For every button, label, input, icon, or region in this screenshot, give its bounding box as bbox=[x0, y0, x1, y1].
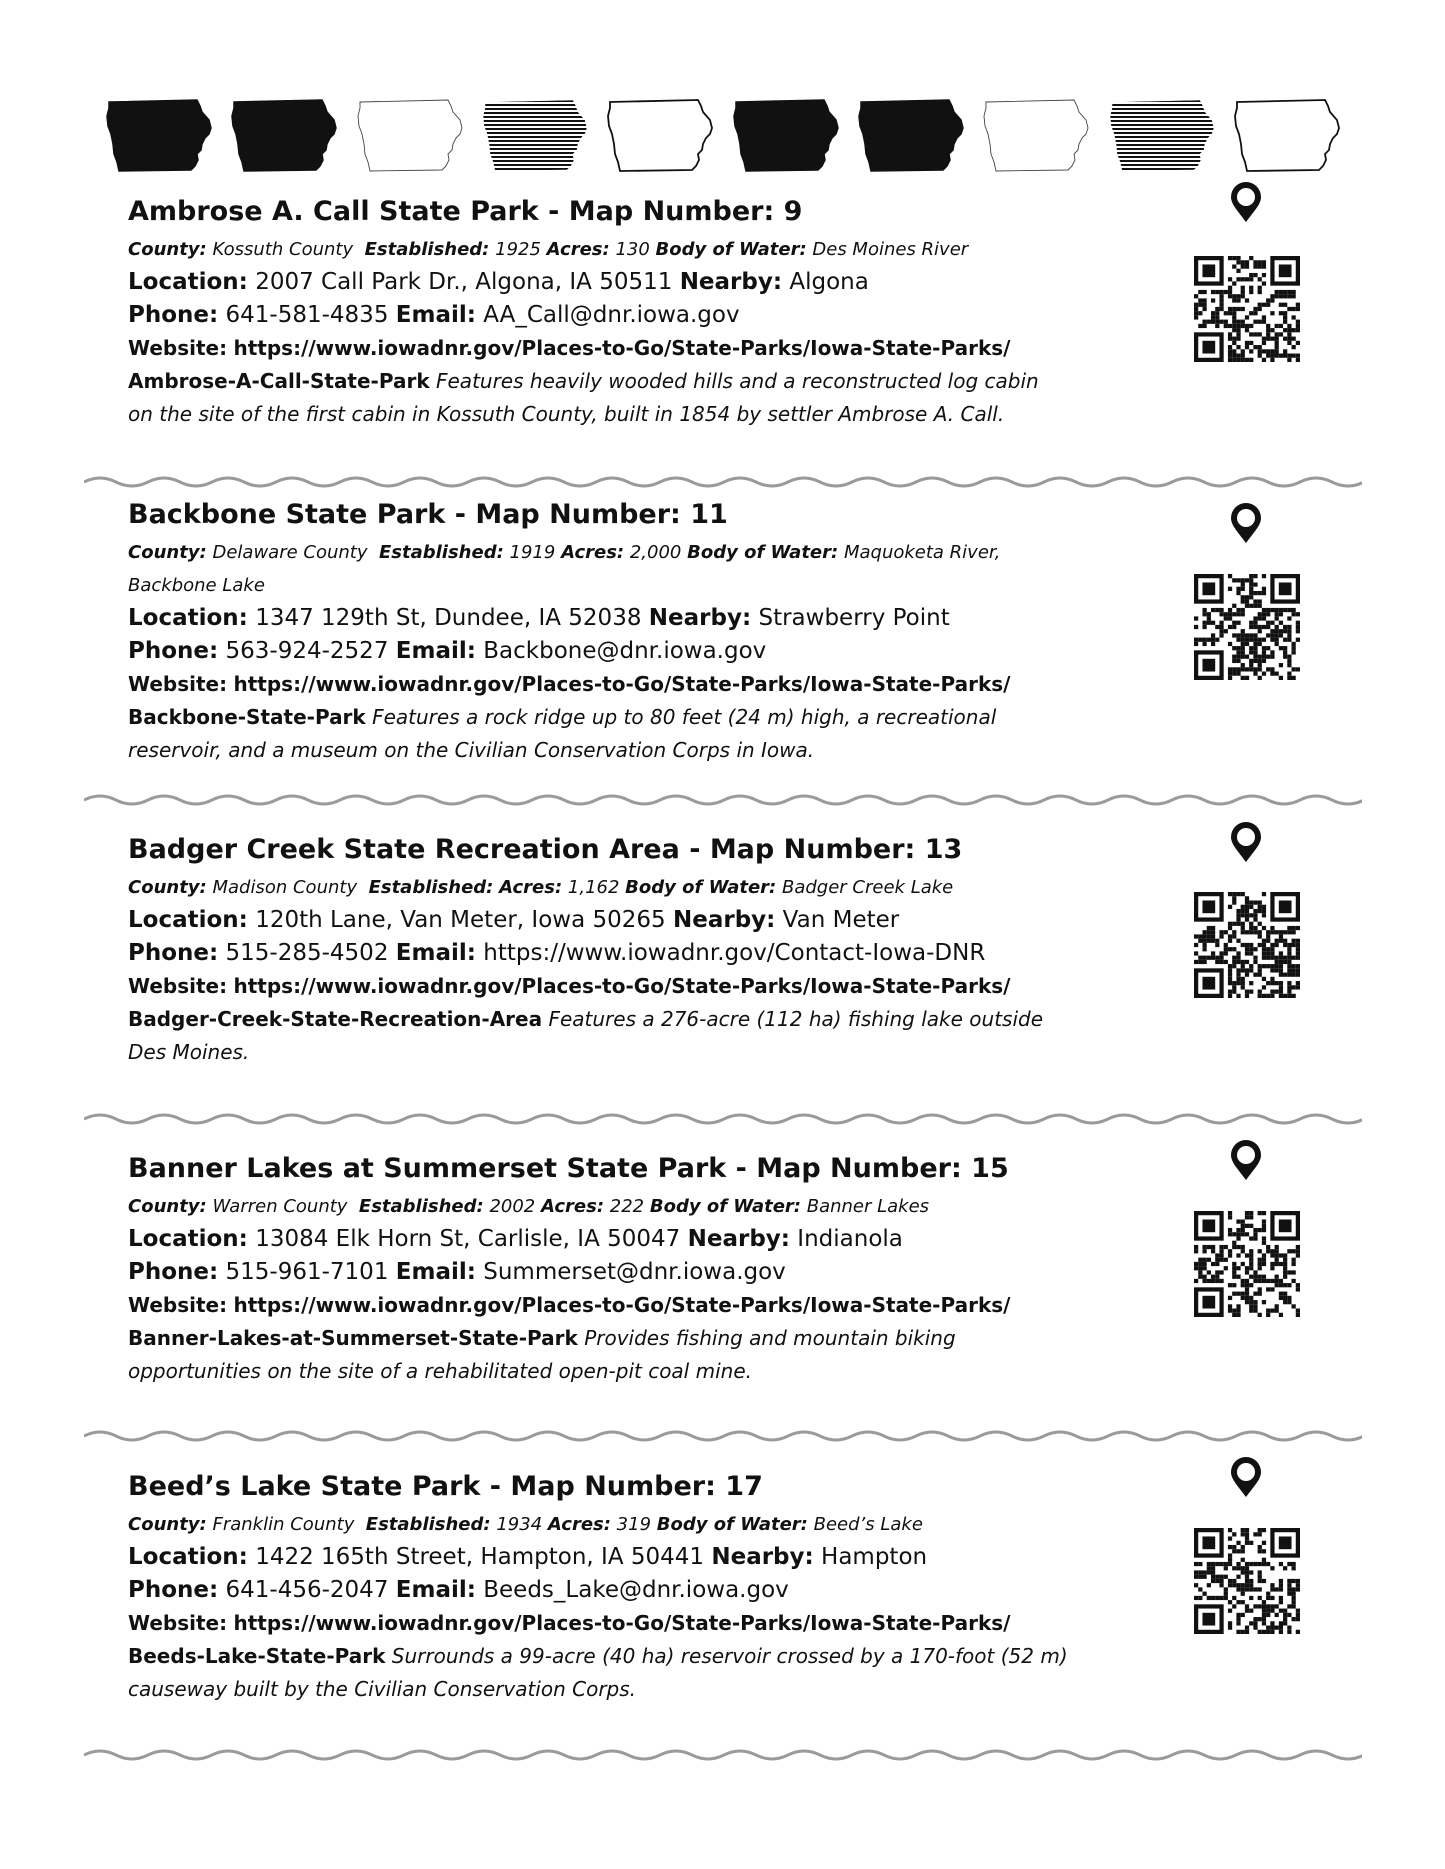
iowa-state-icon bbox=[857, 96, 969, 174]
location-label: Location: bbox=[128, 605, 248, 631]
nearby-label: Nearby: bbox=[679, 269, 783, 295]
state-icon-strip bbox=[105, 96, 1345, 174]
phone-label: Phone: bbox=[128, 1259, 219, 1285]
acres-label: Acres: bbox=[546, 239, 610, 260]
county-value: Madison County bbox=[212, 877, 358, 898]
map-pin-icon bbox=[1228, 822, 1264, 864]
website-line bbox=[128, 1289, 1128, 1322]
body-of-water-label: Body of Water: bbox=[625, 877, 777, 898]
qr-code-icon[interactable] bbox=[1194, 1211, 1300, 1317]
contact-line bbox=[128, 1256, 1128, 1289]
email-value[interactable]: Beeds_Lake@dnr.iowa.gov bbox=[483, 1577, 789, 1603]
established-label: Established: bbox=[365, 1514, 491, 1535]
website-line bbox=[128, 1607, 1128, 1640]
map-pin-icon bbox=[1228, 182, 1264, 224]
county-label: County: bbox=[128, 877, 207, 898]
description-line bbox=[128, 1640, 1128, 1673]
iowa-state-icon bbox=[982, 96, 1094, 174]
wave-divider bbox=[84, 1747, 1362, 1763]
established-value: 1934 bbox=[496, 1514, 543, 1535]
park-title: Ambrose A. Call State Park - Map Number: 9 bbox=[128, 196, 803, 227]
nearby-label: Nearby: bbox=[672, 907, 776, 933]
county-value: Delaware County bbox=[212, 542, 368, 563]
location-line bbox=[128, 1223, 1128, 1256]
email-label: Email: bbox=[395, 940, 476, 966]
iowa-state-icon bbox=[481, 96, 593, 174]
established-label: Established: bbox=[368, 877, 494, 898]
iowa-state-icon bbox=[105, 96, 217, 174]
park-description: Surrounds a 99-acre (40 ha) reservoir crossed by a 170-foot (52 m) bbox=[391, 1644, 1068, 1668]
established-value: 2002 bbox=[489, 1196, 536, 1217]
nearby-value: Algona bbox=[789, 269, 869, 295]
park-description-continued: on the site of the first cabin in Kossuth County, built in 1854 by settler Ambrose A. Call. bbox=[128, 402, 1005, 426]
park-meta bbox=[128, 536, 1128, 569]
email-value[interactable]: Summerset@dnr.iowa.gov bbox=[483, 1259, 786, 1285]
county-label: County: bbox=[128, 1196, 207, 1217]
website-line bbox=[128, 668, 1128, 701]
location-value: 2007 Call Park Dr., Algona, IA 50511 bbox=[255, 269, 673, 295]
park-description: Features a 276-acre (112 ha) fishing lake outside bbox=[548, 1007, 1044, 1031]
phone-value: 515-285-4502 bbox=[225, 940, 389, 966]
location-value: 120th Lane, Van Meter, Iowa 50265 bbox=[255, 907, 666, 933]
nearby-value: Strawberry Point bbox=[758, 605, 950, 631]
phone-value: 641-581-4835 bbox=[225, 302, 389, 328]
description-line bbox=[128, 1322, 1128, 1355]
website-link-continued[interactable]: Backbone-State-Park bbox=[128, 705, 366, 729]
contact-line bbox=[128, 635, 1128, 668]
park-description: Features a rock ridge up to 80 feet (24 m) high, a recreational bbox=[372, 705, 997, 729]
map-pin-icon bbox=[1228, 503, 1264, 545]
website-link-continued[interactable]: Beeds-Lake-State-Park bbox=[128, 1644, 386, 1668]
email-value[interactable]: Backbone@dnr.iowa.gov bbox=[483, 638, 767, 664]
website-line bbox=[128, 332, 1128, 365]
location-label: Location: bbox=[128, 269, 248, 295]
contact-line bbox=[128, 1574, 1128, 1607]
contact-line bbox=[128, 937, 1128, 970]
website-link[interactable]: https://www.iowadnr.gov/Places-to-Go/State-Parks/Iowa-State-Parks/ bbox=[233, 336, 1011, 360]
iowa-state-icon bbox=[1233, 96, 1345, 174]
website-link[interactable]: https://www.iowadnr.gov/Places-to-Go/State-Parks/Iowa-State-Parks/ bbox=[233, 974, 1011, 998]
body-of-water-label: Body of Water: bbox=[649, 1196, 801, 1217]
location-line bbox=[128, 1541, 1128, 1574]
iowa-state-icon bbox=[356, 96, 468, 174]
qr-code-icon[interactable] bbox=[1194, 256, 1300, 362]
description-line bbox=[128, 1003, 1128, 1036]
park-title: Backbone State Park - Map Number: 11 bbox=[128, 499, 728, 530]
nearby-value: Van Meter bbox=[782, 907, 900, 933]
body-of-water-value: Beed’s Lake bbox=[813, 1514, 923, 1535]
location-line bbox=[128, 602, 1128, 635]
body-of-water-value: Des Moines River bbox=[812, 239, 969, 260]
acres-label: Acres: bbox=[499, 877, 563, 898]
park-description-continued: Des Moines. bbox=[128, 1040, 250, 1064]
established-value: 1925 bbox=[495, 239, 541, 260]
website-label: Website: bbox=[128, 1611, 228, 1635]
acres-label: Acres: bbox=[547, 1514, 611, 1535]
county-label: County: bbox=[128, 239, 207, 260]
qr-code-icon[interactable] bbox=[1194, 1528, 1300, 1634]
park-meta bbox=[128, 233, 1128, 266]
qr-code-icon[interactable] bbox=[1194, 574, 1300, 680]
park-entry bbox=[128, 497, 1128, 767]
website-link[interactable]: https://www.iowadnr.gov/Places-to-Go/State-Parks/Iowa-State-Parks/ bbox=[233, 1293, 1011, 1317]
phone-value: 563-924-2527 bbox=[225, 638, 389, 664]
acres-value: 1,162 bbox=[567, 877, 620, 898]
website-line bbox=[128, 970, 1128, 1003]
phone-label: Phone: bbox=[128, 1577, 219, 1603]
acres-label: Acres: bbox=[541, 1196, 605, 1217]
website-label: Website: bbox=[128, 336, 228, 360]
iowa-state-icon bbox=[230, 96, 342, 174]
location-value: 1422 165th Street, Hampton, IA 50441 bbox=[255, 1544, 705, 1570]
nearby-value: Indianola bbox=[797, 1226, 903, 1252]
body-of-water-label: Body of Water: bbox=[655, 239, 807, 260]
nearby-label: Nearby: bbox=[687, 1226, 790, 1252]
acres-value: 130 bbox=[615, 239, 650, 260]
established-value: 1919 bbox=[509, 542, 556, 563]
established-label: Established: bbox=[358, 1196, 484, 1217]
park-meta bbox=[128, 1508, 1128, 1541]
county-label: County: bbox=[128, 542, 207, 563]
body-of-water-value: Banner Lakes bbox=[806, 1196, 930, 1217]
email-label: Email: bbox=[395, 1259, 476, 1285]
map-pin-icon bbox=[1228, 1140, 1264, 1182]
wave-divider bbox=[84, 1111, 1362, 1127]
acres-label: Acres: bbox=[561, 542, 625, 563]
location-label: Location: bbox=[128, 907, 248, 933]
nearby-label: Nearby: bbox=[648, 605, 752, 631]
phone-value: 515-961-7101 bbox=[225, 1259, 389, 1285]
park-entry bbox=[128, 1151, 1128, 1388]
park-meta bbox=[128, 1190, 1128, 1223]
park-entry bbox=[128, 194, 1128, 431]
acres-value: 319 bbox=[616, 1514, 652, 1535]
location-line bbox=[128, 266, 1128, 299]
website-label: Website: bbox=[128, 672, 228, 696]
website-link-continued[interactable]: Ambrose-A-Call-State-Park bbox=[128, 369, 430, 393]
acres-value: 222 bbox=[609, 1196, 645, 1217]
wave-divider bbox=[84, 474, 1362, 490]
qr-code-icon[interactable] bbox=[1194, 892, 1300, 998]
location-line bbox=[128, 904, 1128, 937]
location-label: Location: bbox=[128, 1544, 248, 1570]
park-description-continued: causeway built by the Civilian Conservation Corps. bbox=[128, 1677, 637, 1701]
phone-value: 641-456-2047 bbox=[225, 1577, 389, 1603]
email-value[interactable]: https://www.iowadnr.gov/Contact-Iowa-DNR bbox=[483, 940, 986, 966]
map-pin-icon bbox=[1228, 1457, 1264, 1499]
county-value: Franklin County bbox=[212, 1514, 355, 1535]
park-entry bbox=[128, 1469, 1128, 1706]
established-label: Established: bbox=[378, 542, 504, 563]
description-line bbox=[128, 701, 1128, 734]
email-value[interactable]: AA_Call@dnr.iowa.gov bbox=[483, 302, 740, 328]
body-of-water-value: Maquoketa River, bbox=[843, 542, 1001, 563]
website-link[interactable]: https://www.iowadnr.gov/Places-to-Go/State-Parks/Iowa-State-Parks/ bbox=[233, 1611, 1011, 1635]
iowa-state-icon bbox=[1108, 96, 1220, 174]
website-label: Website: bbox=[128, 1293, 228, 1317]
park-description: Provides fishing and mountain biking bbox=[584, 1326, 956, 1350]
phone-label: Phone: bbox=[128, 940, 219, 966]
park-description: Features heavily wooded hills and a reconstructed log cabin bbox=[436, 369, 1039, 393]
body-of-water-value: Badger Creek Lake bbox=[782, 877, 954, 898]
location-value: 13084 Elk Horn St, Carlisle, IA 50047 bbox=[255, 1226, 681, 1252]
nearby-label: Nearby: bbox=[711, 1544, 814, 1570]
county-value: Kossuth County bbox=[212, 239, 354, 260]
acres-value: 2,000 bbox=[629, 542, 682, 563]
body-of-water-continued: Backbone Lake bbox=[128, 575, 265, 596]
contact-line bbox=[128, 299, 1128, 332]
wave-divider bbox=[84, 792, 1362, 808]
established-label: Established: bbox=[364, 239, 490, 260]
county-label: County: bbox=[128, 1514, 207, 1535]
website-link-continued[interactable]: Banner-Lakes-at-Summerset-State-Park bbox=[128, 1326, 578, 1350]
park-description-continued: reservoir, and a museum on the Civilian Conservation Corps in Iowa. bbox=[128, 738, 815, 762]
location-label: Location: bbox=[128, 1226, 248, 1252]
email-label: Email: bbox=[395, 302, 476, 328]
park-entry bbox=[128, 832, 1128, 1069]
park-meta bbox=[128, 871, 1128, 904]
website-link-continued[interactable]: Badger-Creek-State-Recreation-Area bbox=[128, 1007, 543, 1031]
park-description-continued: opportunities on the site of a rehabilitated open-pit coal mine. bbox=[128, 1359, 752, 1383]
phone-label: Phone: bbox=[128, 302, 219, 328]
park-title: Beed’s Lake State Park - Map Number: 17 bbox=[128, 1471, 763, 1502]
website-link[interactable]: https://www.iowadnr.gov/Places-to-Go/State-Parks/Iowa-State-Parks/ bbox=[233, 672, 1011, 696]
iowa-state-icon bbox=[732, 96, 844, 174]
park-title: Banner Lakes at Summerset State Park - Map Number: 15 bbox=[128, 1153, 1009, 1184]
description-line bbox=[128, 365, 1128, 398]
phone-label: Phone: bbox=[128, 638, 219, 664]
county-value: Warren County bbox=[212, 1196, 348, 1217]
website-label: Website: bbox=[128, 974, 228, 998]
iowa-state-icon bbox=[606, 96, 718, 174]
email-label: Email: bbox=[395, 638, 476, 664]
email-label: Email: bbox=[395, 1577, 476, 1603]
location-value: 1347 129th St, Dundee, IA 52038 bbox=[255, 605, 642, 631]
wave-divider bbox=[84, 1428, 1362, 1444]
park-title: Badger Creek State Recreation Area - Map Number: 13 bbox=[128, 834, 963, 865]
body-of-water-label: Body of Water: bbox=[687, 542, 839, 563]
nearby-value: Hampton bbox=[821, 1544, 928, 1570]
body-of-water-label: Body of Water: bbox=[656, 1514, 808, 1535]
